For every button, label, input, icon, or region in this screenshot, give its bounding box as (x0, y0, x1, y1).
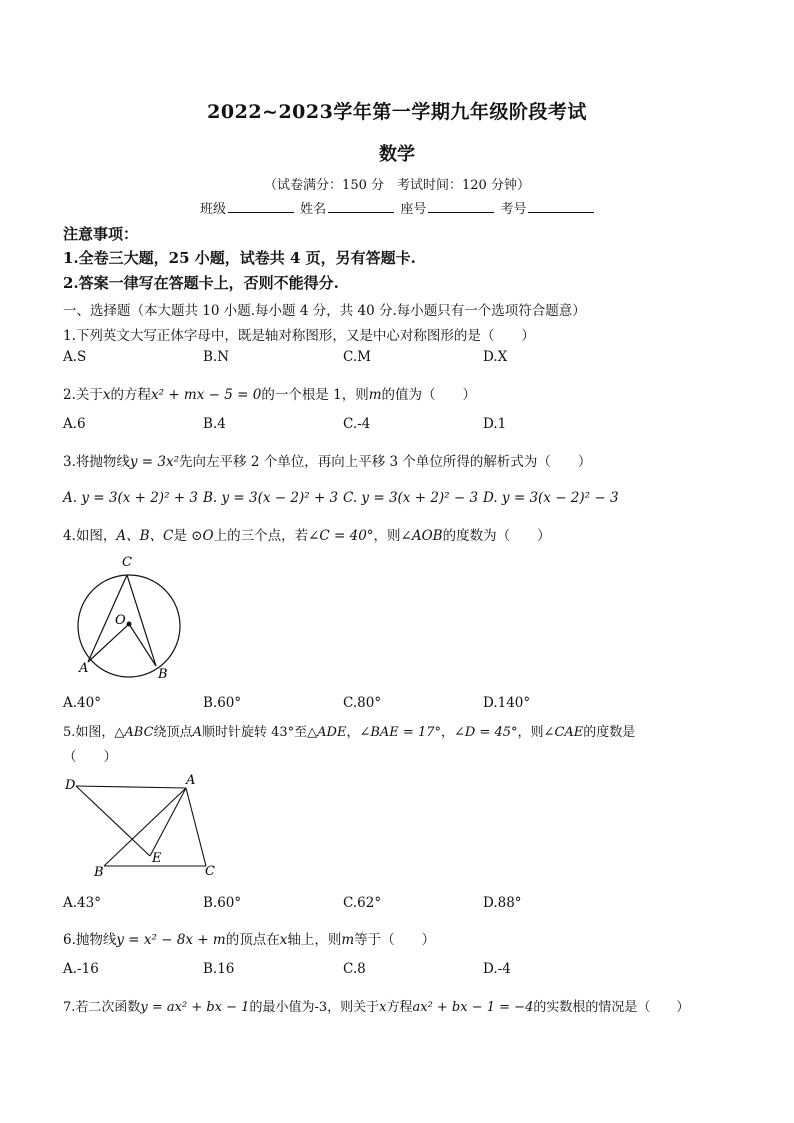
stem-text: 的度数是 (583, 725, 636, 740)
exam-meta: （试卷满分：150 分 考试时间：120 分钟） (264, 178, 530, 193)
math-var: A (192, 725, 202, 740)
math-var: x (279, 932, 288, 948)
label-b: B (158, 667, 168, 682)
question-1-stem: 1.下列英文大写正体字母中，既是轴对称图形，又是中心对称图形的是（ ） (63, 328, 535, 344)
math-var: ABC (124, 725, 154, 740)
question-3-options (63, 490, 763, 508)
math-equation: y = 3x² (129, 454, 180, 470)
option-a[interactable]: A.43° (63, 895, 101, 911)
question-5-stem (63, 721, 635, 740)
stem-text: 7.若二次函数 (63, 1000, 141, 1015)
question-4-options (63, 695, 763, 713)
segment-de (76, 786, 150, 856)
option-d[interactable]: D.1 (483, 416, 507, 432)
question-3-stem (63, 450, 591, 470)
option-a[interactable]: A.S (63, 349, 87, 365)
math-var: AOB (411, 528, 443, 544)
math-var: x (102, 387, 111, 403)
math-equation: x² + mx − 5 = 0 (151, 387, 262, 403)
question-4-stem (63, 524, 551, 544)
stem-text: 顺时针旋转 43°至△ (201, 725, 318, 740)
option-c[interactable]: C.62° (343, 895, 382, 911)
radius-ob (129, 624, 156, 666)
option-c[interactable]: C.M (343, 349, 371, 365)
notice-item: 2.答案一律写在答题卡上，否则不能得分. (63, 274, 339, 292)
stem-text: 5.如图，△ (63, 725, 125, 740)
option-d[interactable]: D.X (483, 349, 508, 365)
option-b[interactable]: B.N (203, 349, 230, 365)
stem-text: 的度数为（ ） (442, 528, 551, 544)
math-equation: D = 45° (464, 725, 518, 740)
math-equation: C = 40° (319, 528, 374, 544)
option-d[interactable]: D.140° (483, 695, 531, 711)
segment-da (76, 786, 186, 788)
option-a[interactable]: A. y = 3(x + 2)² + 3 (63, 490, 198, 506)
label-o: O (115, 613, 126, 628)
stem-text: 3.将抛物线 (63, 454, 130, 470)
option-a[interactable]: A.-16 (63, 961, 99, 977)
stem-text: 的一个根是 1，则 (261, 387, 369, 403)
stem-text: 上的三个点，若∠ (213, 528, 320, 544)
option-c[interactable]: C.8 (343, 961, 366, 977)
stem-text: ，则∠ (373, 528, 412, 544)
chord-cb (127, 575, 156, 666)
radius-oa (88, 624, 129, 662)
math-equation: ax² + bx − 1 = −4 (412, 1000, 534, 1015)
label-d: D (65, 778, 76, 793)
math-equation: BAE = 17° (370, 725, 441, 740)
notices-heading: 注意事项： (63, 225, 139, 243)
math-equation: y = ax² + bx − 1 (140, 1000, 250, 1015)
math-var: ADE (317, 725, 347, 740)
math-var: CAE (554, 725, 584, 740)
question-2-options (63, 416, 763, 434)
field-examno-label: 考号 (500, 202, 527, 217)
field-class-blank[interactable] (228, 200, 294, 213)
stem-text: 2.关于 (63, 387, 103, 403)
option-d[interactable]: D.88° (483, 895, 522, 911)
option-a[interactable]: A.40° (63, 695, 101, 711)
segment-ae (150, 788, 186, 856)
option-d[interactable]: D.-4 (483, 961, 511, 977)
segment-ac (186, 788, 206, 866)
question-5-stem-line2: （ ） (63, 749, 117, 765)
segment-ab (104, 788, 186, 866)
stem-text: 先向左平移 2 个单位，再向上平移 3 个单位所得的解析式为（ ） (179, 454, 592, 470)
field-seat-label: 座号 (400, 202, 427, 217)
notice-item: 1.全卷三大题，25 小题，试卷共 4 页，另有答题卡. (63, 249, 416, 267)
stem-text: 是 ⊙ (173, 528, 203, 544)
rotation-figure (62, 772, 222, 880)
field-examno-blank[interactable] (528, 200, 594, 213)
field-name-label: 姓名 (300, 202, 327, 217)
stem-text: ，∠ (441, 725, 465, 740)
label-c: C (122, 555, 132, 570)
label-a: A (186, 773, 196, 788)
circle-figure (74, 552, 194, 682)
label-b: B (94, 865, 104, 880)
option-c[interactable]: C.-4 (343, 416, 371, 432)
math-var: O (202, 528, 214, 544)
stem-text: 的值为（ ） (381, 387, 477, 403)
option-b[interactable]: B.16 (203, 961, 235, 977)
exam-title: 2022~2023学年第一学期九年级阶段考试 (207, 101, 587, 123)
option-c[interactable]: C. y = 3(x + 2)² − 3 (343, 490, 479, 506)
stem-text: ，则∠ (517, 725, 555, 740)
field-seat-blank[interactable] (428, 200, 494, 213)
label-c: C (205, 864, 215, 879)
stem-text: 的最小值为-3，则关于 (249, 1000, 380, 1015)
option-c[interactable]: C.80° (343, 695, 382, 711)
student-info-fields (200, 198, 596, 217)
question-5-options (63, 895, 763, 913)
option-b[interactable]: B. y = 3(x − 2)² + 3 (203, 490, 339, 506)
stem-text: 的实数根的情况是（ ） (533, 1000, 690, 1015)
stem-text: 6.抛物线 (63, 932, 117, 948)
option-b[interactable]: B.60° (203, 895, 242, 911)
question-6-stem (63, 928, 435, 948)
field-name-blank[interactable] (328, 200, 394, 213)
stem-text: 轴上，则 (287, 932, 342, 948)
section-heading: 一、选择题（本大题共 10 小题.每小题 4 分，共 40 分.每小题只有一个选项符合题意） (63, 303, 586, 319)
center-point (127, 622, 132, 627)
math-var: m (341, 932, 355, 948)
stem-text: 绕顶点 (153, 725, 193, 740)
question-2-stem (63, 383, 476, 403)
subject-title: 数学 (379, 144, 415, 165)
math-var: m (368, 387, 382, 403)
label-e: E (152, 851, 162, 866)
question-1-options (63, 349, 763, 367)
option-a[interactable]: A.6 (63, 416, 86, 432)
question-6-options (63, 961, 763, 979)
stem-text: ，∠ (346, 725, 371, 740)
label-a: A (79, 661, 89, 676)
math-equation: y = x² − 8x + m (116, 932, 226, 948)
question-7-stem (63, 996, 689, 1015)
math-var: x (379, 1000, 387, 1015)
stem-text: 等于（ ） (354, 932, 436, 948)
option-d[interactable]: D. y = 3(x − 2)² − 3 (483, 490, 619, 506)
stem-text: 方程 (386, 1000, 413, 1015)
stem-text: 的方程 (110, 387, 152, 403)
stem-text: 4.如图， (63, 528, 117, 544)
option-b[interactable]: B.4 (203, 416, 226, 432)
math-points: A、B、C (116, 528, 174, 544)
option-b[interactable]: B.60° (203, 695, 242, 711)
stem-text: 的顶点在 (225, 932, 280, 948)
field-class-label: 班级 (200, 202, 227, 217)
